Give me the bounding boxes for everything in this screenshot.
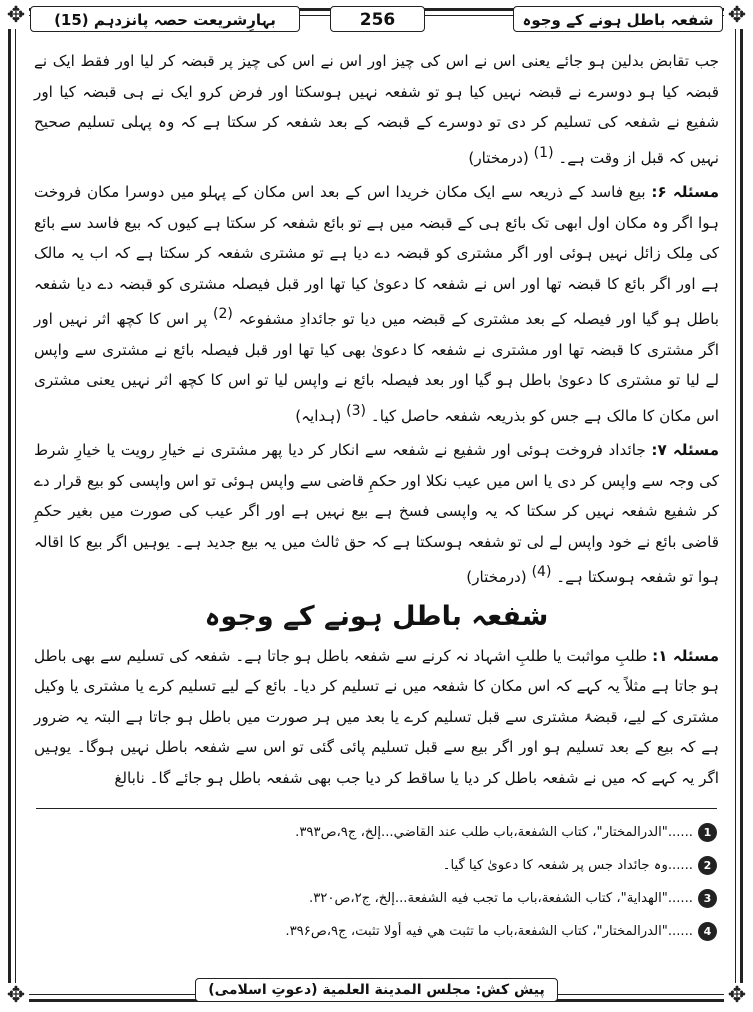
source-citation: (درمختار) (466, 568, 527, 587)
footnote (36, 915, 717, 948)
source-citation: (درمختار) (468, 148, 529, 167)
main-text (34, 46, 719, 797)
paragraph (34, 177, 719, 431)
corner-ornament-icon: ✥ (724, 983, 750, 1009)
footnote-text: ......"الهداية"، كتاب الشفعة،باب ما تجب فيه الشفعة...إلخ، ج۲،ص۳۲۰. (309, 891, 693, 906)
paragraph-text: جب تقابض بدلین ہو جائے یعنی اس نے اس کی چیز اور اس نے اس کی چیز پر قبضہ کر لیا اور فقط ایک نے قبضہ کیا ہو دوسرے نے قبضہ نہیں کیا ہو تو شفعہ نہیں ہوسکتا اور فرض کرو ایک نے ہی قبضہ کیا اور شفیع نے شفعہ کی تسلیم کر دی تو دوسرے کے قبضہ کے بعد شفعہ کر سکتا ہے کہ وہ پہلی تسلیم صحیح نہیں کہ قبل از وقت ہے۔ (34, 52, 719, 167)
publisher-name: مجلس المدينة العلمية (322, 982, 471, 998)
footer-prefix: پیش کش: (475, 982, 545, 998)
section-heading: شفعہ باطل ہونے کے وجوہ (204, 600, 549, 632)
paragraph-text: پر اس کا کچھ اثر نہیں اور اگر مشتری کا قبضہ تھا اور مشتری نے شفعہ کا دعویٰ بھی کیا تھا اور قبل فیصلہ بائع نے مشتری سے واپس لے لیا تو مشتری کا دعویٰ باطل ہو گیا اور بعد فیصلہ بائع نے واپس لیا تو اس کا کچھ اثر نہیں یعنی مشتری اس مکان کا مالک ہے جس کو بذریعہ شفعہ حاصل کیا۔ (34, 310, 719, 425)
book-title: بہارِشریعت حصہ پانزدہم (15) (30, 6, 300, 32)
page-number: 256 (330, 6, 425, 32)
publisher-affiliation: (دعوتِ اسلامی) (208, 982, 318, 998)
page-header (30, 3, 723, 35)
paragraph (34, 641, 719, 794)
section-title: شفعہ باطل ہونے کے وجوہ (513, 6, 723, 32)
footnote-ref: (3) (346, 402, 366, 419)
corner-ornament-icon: ✥ (724, 3, 750, 29)
footnote-number: 3 (698, 889, 717, 908)
page-footer (0, 978, 753, 1002)
corner-ornament-icon: ✥ (3, 3, 29, 29)
footnote-text: ......"الدرالمختار"، كتاب الشفعة،باب ما تثبت هي فيه أولا تثبت، ج۹،ص۳۹۶. (285, 924, 693, 939)
corner-ornament-icon: ✥ (3, 983, 29, 1009)
footnote (36, 816, 717, 849)
footnote-ref: (1) (533, 144, 554, 161)
footnote (36, 849, 717, 882)
paragraph (34, 46, 719, 173)
footnote-number: 4 (698, 922, 717, 941)
publisher-box (195, 978, 557, 1002)
footnote-ref: (4) (531, 564, 552, 581)
masala-label: مسئلہ ۷: (651, 441, 719, 460)
footnote-ref: (2) (213, 306, 233, 323)
paragraph-text: جائداد فروخت ہوئی اور شفیع نے شفعہ سے انکار کر دیا پھر مشتری نے خیارِ رویت یا خیارِ شرط کی وجہ سے واپس کر دی یا اس میں عیب نکلا اور حکمِ قاضی سے واپس ہوئی تو اس واپسی کو بیع قرار دے کر شفیع شفعہ نہیں کر سکتا کہ یہ واپسی فسخ ہے بیع نہیں ہے اور اگر عیب کی صورت میں بغیر حکمِ قاضی بائع نے خود واپس لے لی تو شفعہ ہوسکتا ہے کہ حق ثالث میں یہ بیع جدید ہے۔ یوہیں اگر بیع کا اقالہ ہوا تو شفعہ ہوسکتا ہے۔ (34, 441, 719, 587)
footnote-text: ......"الدرالمختار"، كتاب الشفعة،باب طلب عند القاضي...إلخ، ج۹،ص۳۹۳. (295, 825, 693, 840)
masala-label: مسئلہ ۱: (652, 646, 719, 665)
footnote-text: ......وہ جائداد جس پر شفعہ کا دعویٰ کیا گیا۔ (442, 858, 693, 873)
masala-label: مسئلہ ۶: (651, 183, 719, 202)
footnote-divider (36, 808, 717, 809)
source-citation: (ہدایہ) (295, 406, 342, 425)
footnote-number: 1 (698, 823, 717, 842)
paragraph (34, 435, 719, 593)
footnote-number: 2 (698, 856, 717, 875)
paragraph-text: طلبِ مواثبت یا طلبِ اشہاد نہ کرنے سے شفعہ باطل ہو جاتا ہے۔ شفعہ کی تسلیم سے بھی باطل ہو جاتا ہے مثلاً یہ کہے کہ اس مکان کا شفعہ میں نے تسلیم کر دیا۔ بائع کے لیے تسلیم کرے یا مشتری یا وکیل مشتری کے لیے، قبضۂ مشتری سے قبل تسلیم کرے یا بعد میں ہر صورت میں باطل ہو جاتا ہے البتہ یہ ضرور ہے کہ بیع کے بعد تسلیم ہو اور اگر بیع سے قبل تسلیم پائی گئی تو اس سے شفعہ باطل نہیں ہوگا۔ یوہیں اگر یہ کہے کہ میں نے شفعہ باطل کر دیا یا ساقط کر دیا جب بھی شفعہ باطل ہو جائے گا۔ نابالغ (34, 646, 719, 787)
footnote (36, 882, 717, 915)
paragraph-text: بیع فاسد کے ذریعہ سے ایک مکان خریدا اس کے بعد اس مکان کے پہلو میں دوسرا مکان فروخت ہوا اگر وہ مکان اول ابھی تک بائع ہی کے قبضہ میں ہے تو بائع شفعہ کر سکتا ہے کیوں کہ بیع فاسد سے بائع کی مِلک زائل نہیں ہوئی اور اگر مشتری کو قبضہ دے دیا ہے تو مشتری شفعہ کر سکتا ہے کہ اب یہ مالک ہے اور اگر بائع کا قبضہ تھا اور اس نے شفعہ کا دعویٰ کیا تھا اور قبل فیصلہ مشتری کو قبضہ دے دیا شفعہ باطل ہو گیا اور فیصلہ کے بعد مشتری کے قبضہ میں دیا تو جائدادِ مشفوعہ (34, 183, 720, 329)
footnotes (36, 816, 717, 948)
